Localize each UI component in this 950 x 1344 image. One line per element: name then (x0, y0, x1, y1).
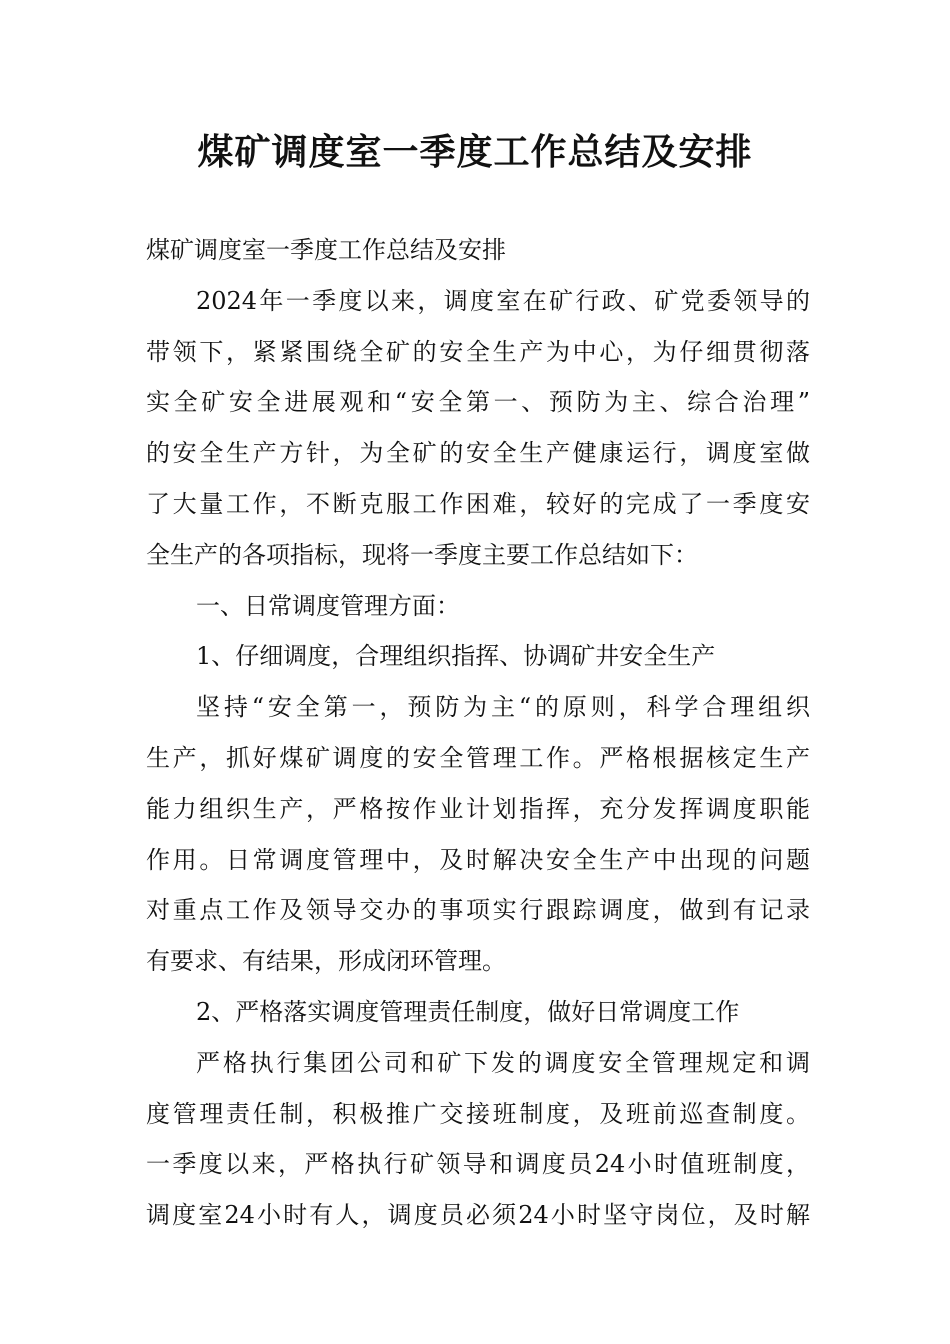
paragraph-line: 能力组织生产，严格按作业计划指挥，充分发挥调度职能 (146, 794, 810, 823)
paragraph-line: 有要求、有结果，形成闭环管理。 (146, 947, 506, 976)
document-title: 煤矿调度室一季度工作总结及安排 (197, 132, 753, 173)
paragraph-line: 对重点工作及领导交办的事项实行跟踪调度，做到有记录 (146, 896, 810, 925)
paragraph-line: 1、仔细调度，合理组织指挥、协调矿井安全生产 (196, 642, 716, 671)
paragraph-line: 作用。日常调度管理中，及时解决安全生产中出现的问题 (146, 845, 810, 874)
paragraph-line: 带领下，紧紧围绕全矿的安全生产为中心，为仔细贯彻落 (146, 337, 810, 366)
paragraph-line: 实全矿安全进展观和“安全第一、预防为主、综合治理” (146, 388, 810, 417)
paragraph-line: 坚持“安全第一，预防为主“的原则，科学合理组织 (196, 693, 810, 722)
paragraph-line: 2024年一季度以来，调度室在矿行政、矿党委领导的 (196, 286, 810, 315)
document-subtitle: 煤矿调度室一季度工作总结及安排 (146, 236, 506, 264)
paragraph-line: 严格执行集团公司和矿下发的调度安全管理规定和调 (196, 1048, 810, 1077)
paragraph-line: 一、日常调度管理方面： (196, 591, 460, 620)
paragraph-line: 生产，抓好煤矿调度的安全管理工作。严格根据核定生产 (146, 743, 810, 772)
paragraph-line: 调度室24小时有人，调度员必须24小时坚守岗位，及时解 (146, 1201, 810, 1230)
paragraph-line: 全生产的各项指标，现将一季度主要工作总结如下： (146, 540, 698, 569)
paragraph-line: 度管理责任制，积极推广交接班制度，及班前巡查制度。 (146, 1099, 810, 1128)
paragraph-line: 的安全生产方针，为全矿的安全生产健康运行，调度室做 (146, 439, 810, 468)
paragraph-line: 2、严格落实调度管理责任制度，做好日常调度工作 (196, 997, 740, 1026)
document-body (146, 225, 810, 1241)
paragraph-line: 了大量工作，不断克服工作困难，较好的完成了一季度安 (146, 489, 810, 518)
paragraph-line: 一季度以来，严格执行矿领导和调度员24小时值班制度， (146, 1150, 810, 1179)
